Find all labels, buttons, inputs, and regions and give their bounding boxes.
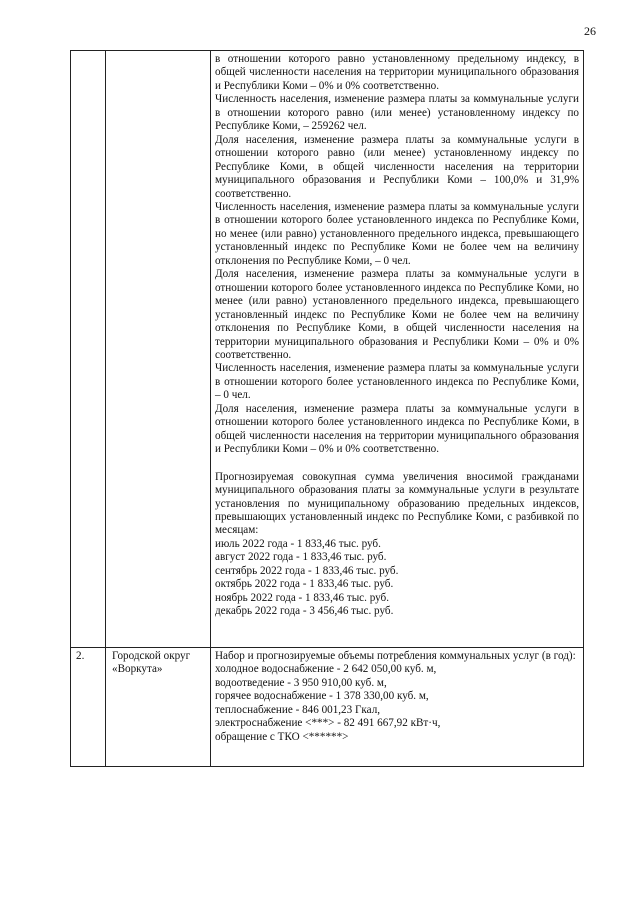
paragraph: Доля населения, изменение размера платы за коммунальные услуги в отношении которого более установленного индекса по Республике Коми, но менее (или равно) установленного предельного индекса, превышающего установленный индекс по Республике Коми не более чем на величину отклонения по Республике Коми, в общей численности населения на территории муниципального образования и Республики Коми – 0% и 0% соответственно. <box>215 268 579 361</box>
services-heading: Набор и прогнозируемые объемы потребления коммунальных услуг (в год): <box>215 650 576 662</box>
paragraph: Доля населения, изменение размера платы за коммунальные услуги в отношении которого более установленного индекса по Республике Коми, в общей численности населения на территории муниципального образования и Республики Коми – 0% и 0% соответственно. <box>215 402 579 456</box>
month-line: август 2022 года - 1 833,46 тыс. руб. <box>215 551 387 564</box>
municipality-name: Городской округ «Воркута» <box>112 650 191 676</box>
paragraph: Численность населения, изменение размера платы за коммунальные услуги в отношении которого более установленного индекса по Республике Коми, но менее (или равно) установленного предельного индекса, превышающего установленный индекс по Республике Коми не более чем на величину отклонения по Республике Коми, – 0 чел. <box>215 200 579 267</box>
month-line: октябрь 2022 года - 1 833,46 тыс. руб. <box>215 578 394 591</box>
row-number-cell <box>71 648 106 767</box>
service-line: обращение с ТКО <******> <box>215 730 349 743</box>
description-cell <box>211 51 584 648</box>
municipality-name <box>106 51 210 56</box>
paragraph: Численность населения, изменение размера платы за коммунальные услуги в отношении которого равно (или менее) установленному индексу по Республике Коми, – 259262 чел. <box>215 93 579 133</box>
service-line: водоотведение - 3 950 910,00 куб. м, <box>215 676 387 689</box>
paragraph: в отношении которого равно установленному предельному индексу, в общей численности населения на территории муниципального образования и Республики Коми – 0% и 0% соответственно. <box>215 53 579 92</box>
service-line: горячее водоснабжение - 1 378 330,00 куб. м, <box>215 690 429 703</box>
table-row <box>71 51 584 648</box>
month-line: ноябрь 2022 года - 1 833,46 тыс. руб. <box>215 591 389 604</box>
municipality-cell <box>106 648 211 767</box>
page-number: 26 <box>584 24 596 38</box>
service-line: теплоснабжение - 846 001,23 Гкал, <box>215 703 381 716</box>
row-number: 2. <box>76 650 85 662</box>
municipality-cell <box>106 51 211 648</box>
month-line: декабрь 2022 года - 3 456,46 тыс. руб. <box>215 605 394 618</box>
paragraph: Численность населения, изменение размера платы за коммунальные услуги в отношении которого более установленного индекса по Республике Коми, – 0 чел. <box>215 362 579 402</box>
forecast-intro: Прогнозируемая совокупная сумма увеличения вносимой гражданами муниципального образования платы за коммунальные услуги в результате установления по муниципальному образованию предельных индексов, превышающих установленный индекс по Республике Коми, с разбивкой по месяцам: <box>215 470 579 537</box>
document-table <box>70 50 584 767</box>
month-line: июль 2022 года - 1 833,46 тыс. руб. <box>215 537 381 550</box>
description-cell <box>211 648 584 767</box>
row-number-cell <box>71 51 106 648</box>
service-line: электроснабжение <***> - 82 491 667,92 кВт·ч, <box>215 717 441 730</box>
month-line: сентябрь 2022 года - 1 833,46 тыс. руб. <box>215 564 399 577</box>
service-line: холодное водоснабжение - 2 642 050,00 куб. м, <box>215 663 437 676</box>
table-row <box>71 648 584 767</box>
paragraph: Доля населения, изменение размера платы за коммунальные услуги в отношении которого равно (или менее) установленному индексу по Республике Коми, в общей численности населения на территории муниципального образования и Республики Коми – 100,0% и 31,9% соответственно. <box>215 133 579 200</box>
row-number <box>71 51 105 56</box>
